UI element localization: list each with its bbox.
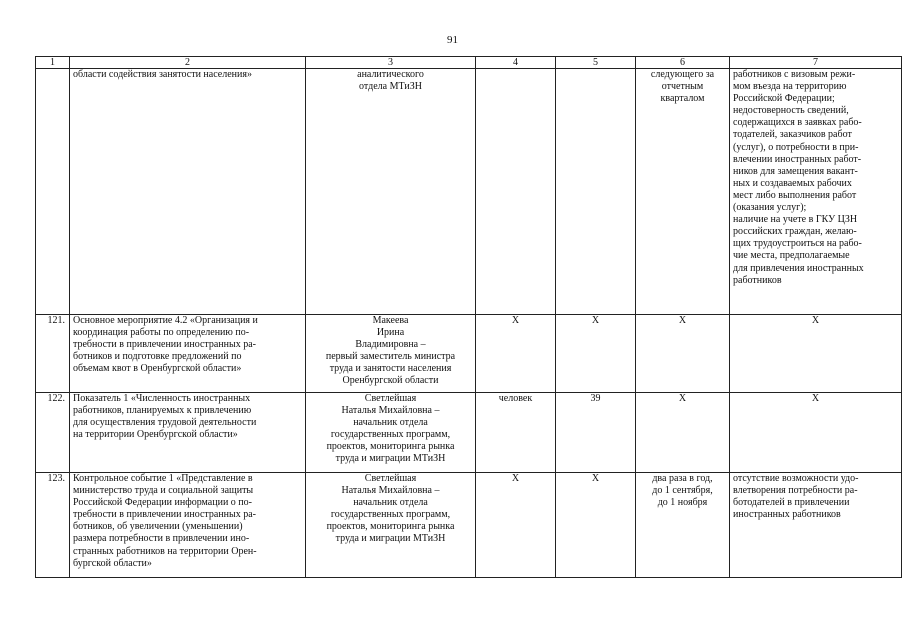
row-deadline: следующего за отчетным кварталом	[636, 69, 730, 315]
row-value: X	[556, 473, 636, 578]
row-unit	[476, 69, 556, 315]
row-name: области содействия занятости населения»	[70, 69, 306, 315]
row-number: 122.	[36, 393, 70, 473]
row-responsible: Светлейшая Наталья Михайловна – начальник отдела государственных программ, проектов, мониторинга рынка труда и миграции МТиЗН	[306, 473, 476, 578]
table-header-row	[36, 57, 902, 69]
row-notes: отсутствие возможности удо- влетворения потребности ра- ботодателей в привлечении иностранных работников	[730, 473, 902, 578]
row-responsible: Макеева Ирина Владимировна – первый заместитель министра труда и занятости населения Оренбургской области	[306, 315, 476, 393]
row-number	[36, 69, 70, 315]
row-value	[556, 69, 636, 315]
table-row	[36, 315, 902, 393]
row-unit: X	[476, 473, 556, 578]
row-unit: X	[476, 315, 556, 393]
row-deadline: X	[636, 393, 730, 473]
column-header: 4	[476, 57, 556, 69]
row-notes: X	[730, 393, 902, 473]
row-number: 121.	[36, 315, 70, 393]
table-row	[36, 473, 902, 578]
row-name: Основное мероприятие 4.2 «Организация и координация работы по определению по- требности в привлечении иностранных ра- ботников и подготовке предложений по объемам квот в Оренбургской области»	[70, 315, 306, 393]
row-responsible: Светлейшая Наталья Михайловна – начальник отдела государственных программ, проектов, мониторинга рынка труда и миграции МТиЗН	[306, 393, 476, 473]
document-table	[35, 56, 902, 578]
row-deadline: X	[636, 315, 730, 393]
page-number: 91	[447, 34, 458, 46]
row-deadline: два раза в год, до 1 сентября, до 1 ноября	[636, 473, 730, 578]
column-header: 5	[556, 57, 636, 69]
row-notes: работников с визовым режи- мом въезда на территорию Российской Федерации; недостоверность сведений, содержащихся в заявках рабо- тодателей, заказчиков работ (услуг), о потребности в при- влечении иностранных работ- ников для замещения вакант- ных и создаваемых рабочих мест либо выполнения работ (оказания услуг); наличие на учете в ГКУ ЦЗН российских граждан, желаю- щих трудоустроиться на рабо- чие места, предполагаемые для привлечения иностранных работников	[730, 69, 902, 315]
column-header: 1	[36, 57, 70, 69]
row-responsible: аналитического отдела МТиЗН	[306, 69, 476, 315]
column-header: 3	[306, 57, 476, 69]
row-value: X	[556, 315, 636, 393]
row-value: 39	[556, 393, 636, 473]
table-row	[36, 393, 902, 473]
row-number: 123.	[36, 473, 70, 578]
row-unit: человек	[476, 393, 556, 473]
row-notes: X	[730, 315, 902, 393]
column-header: 6	[636, 57, 730, 69]
table-row	[36, 69, 902, 315]
column-header: 2	[70, 57, 306, 69]
row-name: Контрольное событие 1 «Представление в министерство труда и социальной защиты Российской Федерации информации о по- требности в привлечении иностранных ра- ботников, об увеличении (уменьшении) размера потребности в привлечении ино- странных работников на территории Орен- бургской области»	[70, 473, 306, 578]
column-header: 7	[730, 57, 902, 69]
row-name: Показатель 1 «Численность иностранных работников, планируемых к привлечению для осуществления трудовой деятельности на территории Оренбургской области»	[70, 393, 306, 473]
